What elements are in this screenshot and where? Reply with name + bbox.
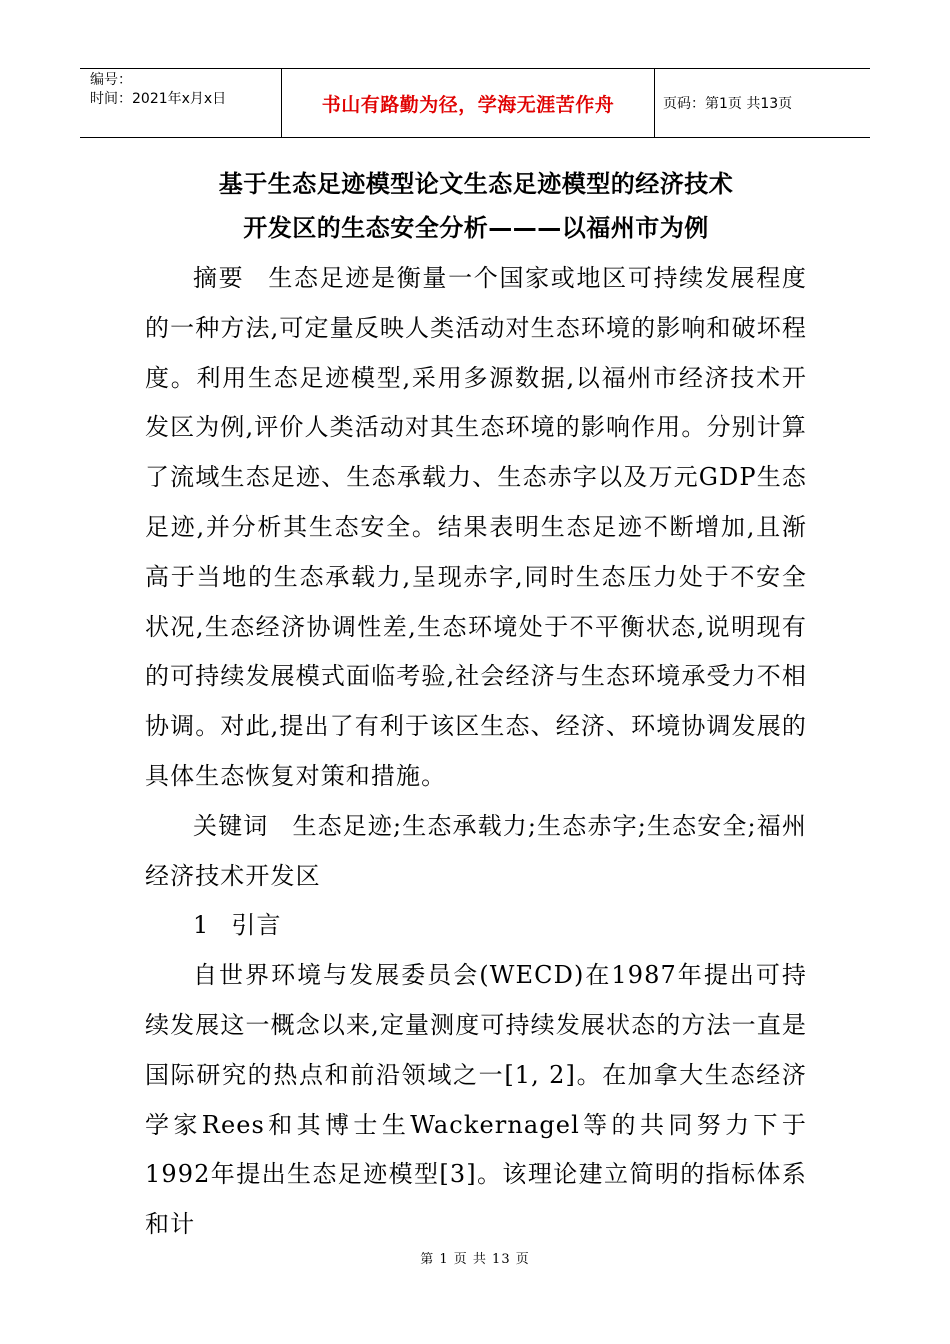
keywords-label: 关键词 bbox=[193, 811, 269, 840]
header-page-info: 页码：第1页 共13页 bbox=[663, 96, 793, 112]
document-body bbox=[145, 162, 807, 1250]
section-title: 引言 bbox=[231, 911, 282, 940]
keywords-paragraph bbox=[145, 802, 807, 902]
document-title-line-1: 基于生态足迹模型论文生态足迹模型的经济技术 bbox=[218, 170, 734, 198]
document-title-line-2: 开发区的生态安全分析———以福州市为例 bbox=[243, 214, 709, 242]
page-footer: 第 1 页 共 13 页 bbox=[420, 1252, 530, 1267]
page-header bbox=[80, 68, 870, 138]
doc-number-label: 编号： bbox=[90, 72, 132, 88]
header-meta bbox=[80, 69, 282, 137]
abstract-paragraph bbox=[145, 254, 807, 802]
abstract-label: 摘要 bbox=[193, 264, 245, 292]
header-motto: 书山有路勤为径，学海无涯苦作舟 bbox=[282, 69, 655, 137]
section-heading bbox=[145, 901, 807, 951]
section-number: 1 bbox=[193, 911, 210, 940]
abstract-text: 生态足迹是衡量一个国家或地区可持续发展程度的一种方法,可定量反映人类活动对生态环境的影响和破坏程度。利用生态足迹模型,采用多源数据,以福州市经济技术开发区为例,评价人类活动对其生态环境的影响作用。分别计算了流域生态足迹、生态承载力、生态赤字以及万元GDP生态足迹,并分析其生态安全。结果表明生态足迹不断增加,且渐高于当地的生态承载力,呈现赤字,同时生态压力处于不安全状况,生态经济协调性差,生态环境处于不平衡状态,说明现有的可持续发展模式面临考验,社会经济与生态环境承受力不相协调。对此,提出了有利于该区生态、经济、环境协调发展的具体生态恢复对策和措施。 bbox=[145, 264, 807, 790]
keywords-text: 生态足迹;生态承载力;生态赤字;生态安全;福州经济技术开发区 bbox=[145, 811, 807, 890]
intro-paragraph: 自世界环境与发展委员会(WECD)在1987年提出可持续发展这一概念以来,定量测度可持续发展状态的方法一直是国际研究的热点和前沿领域之一[1, 2]。在加拿大生态经济学家Rees和其博士生Wackernagel等的共同努力下于1992年提出生态足迹模型[3]。该理论建立简明的指标体系和计 bbox=[145, 961, 807, 1239]
time-label: 时间：2021年x月x日 bbox=[90, 91, 227, 107]
